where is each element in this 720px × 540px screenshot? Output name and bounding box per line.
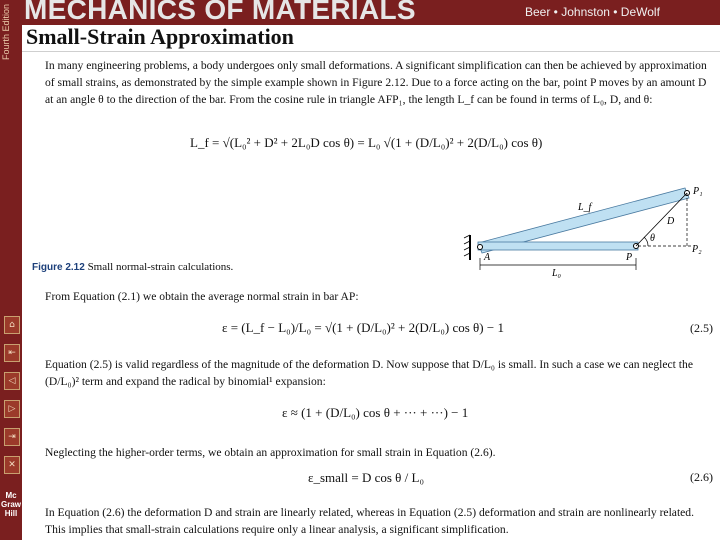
equation-2-6-number: (2.6) [690,470,713,484]
prev-page-icon[interactable]: ◁ [4,372,20,390]
strain-intro: From Equation (2.1) we obtain the average normal strain in bar AP: [45,290,359,303]
label-p: P [626,252,633,263]
next-page-icon[interactable]: ▷ [4,400,20,418]
paragraph-2: Equation (2.5) is valid regardless of the magnitude of the deformation D. Now suppose that D/L₀ is small. In such a case we can neglect the (D/L₀)² term and expand the radical by binomial¹ expansion: [45,358,693,388]
pin-a [478,245,483,250]
slide-title: Small-Strain Approximation [26,24,294,49]
equation-binomial: ε ≈ (1 + (D/L₀) cos θ + ··· + ···) − 1 [282,405,469,420]
wall-support [464,235,470,260]
figure-2-12 [460,180,710,280]
last-page-icon[interactable]: ⇥ [4,428,20,446]
equation-2-6: ε_small = D cos θ / L₀ [308,470,424,485]
conclusion-paragraph: In Equation (2.6) the deformation D and strain are linearly related, whereas in Equation (2.5) deformation and strain are nonlinearly related. This implies that small-strain calculations require only a linear analysis, a significant simplification. [45,506,695,536]
figure-caption [32,261,233,273]
label-a: A [484,252,491,263]
label-p1: P₁ [693,186,703,197]
label-p2: P₂ [692,244,702,255]
paragraph-3: Neglecting the higher-order terms, we obtain an approximation for small strain in Equation (2.6). [45,446,496,459]
equation-2-5: ε = (L_f − L₀)/L₀ = √(1 + (D/L₀)² + 2(D/L₀) cos θ) − 1 [222,320,504,335]
label-lf: L_f [578,202,592,213]
equation-lf: L_f = √(L₀² + D² + 2L₀D cos θ) = L₀ √(1 + (D/L₀)² + 2(D/L₀) cos θ) [190,135,543,150]
home-icon[interactable]: ⌂ [4,316,20,334]
equation-2-5-number: (2.5) [690,321,713,335]
angle-arc [644,237,648,246]
label-l0: L₀ [552,268,562,279]
first-page-icon[interactable]: ⇤ [4,344,20,362]
bar-ap [478,242,638,250]
edition-label: Fourth Edition [1,4,11,61]
course-title: MECHANICS OF MATERIALS [24,0,416,25]
figure-caption-text: Small normal-strain calculations. [87,261,234,273]
label-d: D [667,216,675,227]
label-theta: θ [650,233,655,244]
intro-paragraph: In many engineering problems, a body undergoes only small deformations. A significant simplification can then be achieved by approximation of small strains, as demonstrated by the simple example shown in Figure 2.12. Due to a force acting on the bar, point P moves by an amount D at an angle θ to the direction of the bar. From the cosine rule in triangle AFP₁, the length L_f can be found in terms of L₀, D, and θ: [45,59,707,106]
exit-icon[interactable]: ✕ [4,456,20,474]
authors: Beer • Johnston • DeWolf [525,5,660,19]
publisher-logo: Mc Graw Hill [0,487,22,540]
figure-caption-label: Figure 2.12 [32,262,85,273]
